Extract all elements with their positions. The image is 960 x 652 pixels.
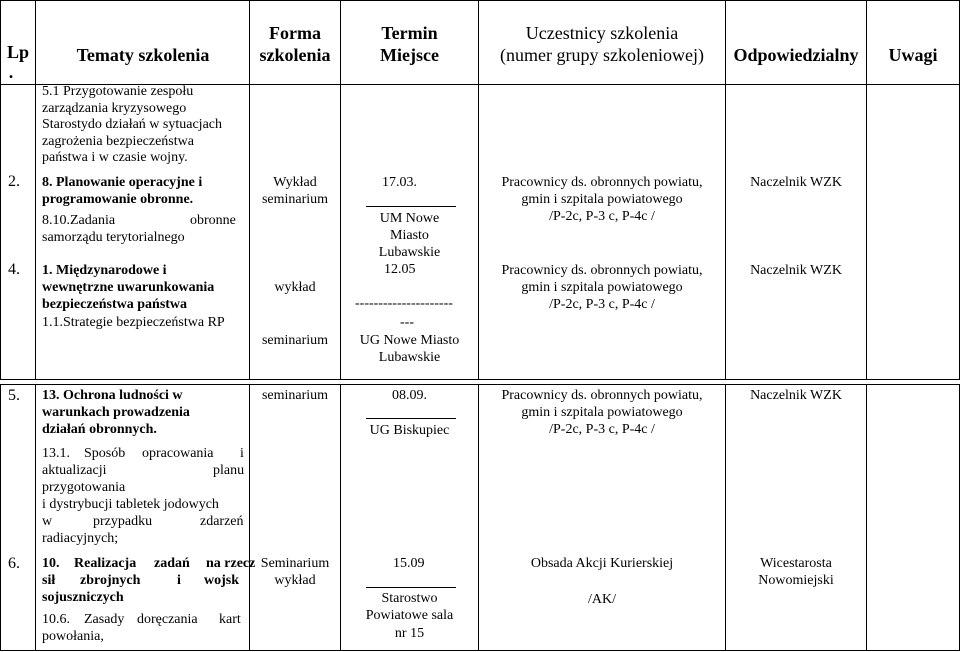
- header-forma-line2: szkolenia: [259, 45, 331, 65]
- forma-value: seminarium: [261, 192, 329, 207]
- block2-top-border: [0, 384, 960, 385]
- topic-sub-word: doręczania: [137, 612, 198, 627]
- termin-date: 17.03.: [382, 175, 417, 190]
- topic-title-line: 1. Międzynarodowe i: [42, 263, 167, 278]
- topic-title-line: wewnętrzne uwarunkowania: [42, 280, 215, 295]
- col-divider: [0, 384, 1, 651]
- topic-sub-line: 1.1.Strategie bezpieczeństwa RP: [42, 315, 225, 330]
- forma-value: wykład: [274, 573, 316, 588]
- uczestnicy-line: Pracownicy ds. obronnych powiatu,: [501, 388, 703, 403]
- row-lp: 5.: [8, 387, 20, 404]
- termin-place: Miasto: [390, 228, 429, 243]
- topic-sub-line: przygotowania: [42, 480, 126, 495]
- topic-title-line: 8. Planowanie operacyjne i: [42, 175, 203, 190]
- termin-place: nr 15: [394, 626, 425, 641]
- topic-title-word: zadań: [154, 556, 190, 571]
- topic-sub-word: w: [42, 514, 53, 529]
- topic-title-word: Realizacja: [74, 556, 137, 571]
- termin-date: 12.05: [384, 262, 416, 277]
- topic-title-word: wojsk: [204, 573, 240, 588]
- topic-title-word: 10.: [42, 556, 60, 571]
- topic-sub-word: aktualizacji: [42, 463, 107, 478]
- forma-value: seminarium: [261, 388, 329, 403]
- header-forma-line1: Forma: [269, 23, 321, 43]
- termin-date: 08.09.: [392, 388, 427, 403]
- odpowiedzialny: Wicestarosta: [760, 556, 832, 571]
- uczestnicy-line: /P-2c, P-3 c, P-4c /: [549, 422, 655, 437]
- uczestnicy-line: /AK/: [588, 592, 616, 607]
- header-uczestnicy-line2: (numer grupy szkoleniowej): [500, 45, 704, 65]
- termin-place: Lubawskie: [378, 245, 441, 260]
- termin-place: Lubawskie: [378, 350, 441, 365]
- topic-sub-line: samorządu terytorialnego: [42, 230, 185, 245]
- termin-underline: [366, 206, 456, 207]
- uczestnicy-line: /P-2c, P-3 c, P-4c /: [549, 209, 655, 224]
- odpowiedzialny: Nowomiejski: [758, 573, 834, 588]
- row-lp: 6.: [8, 555, 20, 572]
- uczestnicy-line: gmin i szpitala powiatowego: [521, 192, 683, 207]
- topic-title-line: bezpieczeństwa państwa: [42, 297, 188, 312]
- table-bottom-border: [0, 650, 960, 651]
- header-lp: Lp: [6, 42, 30, 62]
- topic-sub-line: radiacyjnych;: [42, 531, 119, 546]
- intro-text-line: zagrożenia bezpieczeństwa: [42, 134, 194, 149]
- topic-title-word: na rzecz: [206, 556, 256, 571]
- termin-dashes: ---: [400, 315, 414, 330]
- topic-title-word: zbrojnych: [80, 573, 141, 588]
- col-divider: [249, 384, 250, 651]
- header-lp-dot: .: [8, 62, 14, 82]
- topic-title-word: i: [177, 573, 181, 588]
- topic-sub-line: powołania,: [42, 629, 104, 644]
- uczestnicy-line: Pracownicy ds. obronnych powiatu,: [501, 175, 703, 190]
- termin-place: Starostwo: [381, 591, 438, 606]
- termin-underline: [366, 587, 456, 588]
- forma-value: Seminarium: [260, 556, 330, 571]
- header-uwagi: Uwagi: [888, 45, 938, 65]
- termin-date: 15.09: [393, 556, 425, 571]
- topic-sub-word: Zasady: [84, 612, 125, 627]
- col-divider: [35, 384, 36, 651]
- topic-sub-word: i: [240, 446, 244, 461]
- topic-sub-word: opracowania: [142, 446, 214, 461]
- col-divider: [725, 384, 726, 651]
- intro-text-line: Starostydo działań w sytuacjach: [42, 117, 223, 132]
- header-termin-line1: Termin: [381, 23, 438, 43]
- forma-value: seminarium: [261, 333, 329, 348]
- topic-sub-word: kart: [219, 612, 241, 627]
- uczestnicy-line: gmin i szpitala powiatowego: [521, 405, 683, 420]
- intro-text-line: zarządzania kryzysowego: [42, 101, 187, 116]
- topic-title-line: sojuszniczych: [42, 590, 124, 605]
- topic-title-line: działań obronnych.: [42, 422, 157, 437]
- forma-value: Wykład: [273, 175, 317, 190]
- termin-underline: [366, 418, 456, 419]
- topic-sub-word: 13.1.: [42, 446, 70, 461]
- uczestnicy-line: gmin i szpitala powiatowego: [521, 280, 683, 295]
- termin-place: Powiatowe sala: [365, 608, 454, 623]
- uczestnicy-line: Obsada Akcji Kurierskiej: [530, 556, 674, 571]
- odpowiedzialny: Naczelnik WZK: [750, 175, 842, 190]
- intro-text-line: państwa i w czasie wojny.: [42, 150, 188, 165]
- uczestnicy-line: Pracownicy ds. obronnych powiatu,: [501, 263, 703, 278]
- termin-place: UM Nowe: [379, 211, 440, 226]
- topic-title-line: programowanie obronne.: [42, 192, 194, 207]
- table-top-border: [0, 0, 960, 1]
- forma-value: wykład: [274, 280, 316, 295]
- row-lp: 2.: [8, 173, 20, 190]
- odpowiedzialny: Naczelnik WZK: [750, 388, 842, 403]
- header-termin-line2: Miejsce: [380, 45, 439, 65]
- header-uczestnicy-line1: Uczestnicy szkolenia: [525, 23, 679, 43]
- termin-place: UG Biskupiec: [369, 423, 450, 438]
- intro-text-line: 5.1 Przygotowanie zespołu: [42, 84, 194, 99]
- topic-sub-line: i dystrybucji tabletek jodowych: [42, 497, 219, 512]
- col-divider: [866, 384, 867, 651]
- topic-title-line: warunkach prowadzenia: [42, 405, 190, 420]
- header-tematy: Tematy szkolenia: [76, 45, 210, 65]
- topic-sub-word: przypadku: [93, 514, 153, 529]
- uczestnicy-line: /P-2c, P-3 c, P-4c /: [549, 297, 655, 312]
- topic-sub-line: obronne: [190, 213, 236, 228]
- termin-place: UG Nowe Miasto: [359, 333, 460, 348]
- row-lp: 4.: [8, 261, 20, 278]
- topic-title-word: sił: [42, 573, 56, 588]
- termin-dashes: ---------------------: [355, 296, 453, 311]
- block1-bottom-border: [0, 379, 960, 380]
- topic-sub-word: zdarzeń: [200, 514, 244, 529]
- topic-title-line: 13. Ochrona ludności w: [42, 388, 183, 403]
- topic-sub-word: planu: [213, 463, 245, 478]
- odpowiedzialny: Naczelnik WZK: [750, 263, 842, 278]
- topic-sub-word: 10.6.: [42, 612, 70, 627]
- header-odpowiedzialny: Odpowiedzialny: [733, 45, 859, 65]
- topic-sub-line: 8.10.Zadania: [42, 213, 116, 228]
- topic-sub-word: Sposób: [84, 446, 126, 461]
